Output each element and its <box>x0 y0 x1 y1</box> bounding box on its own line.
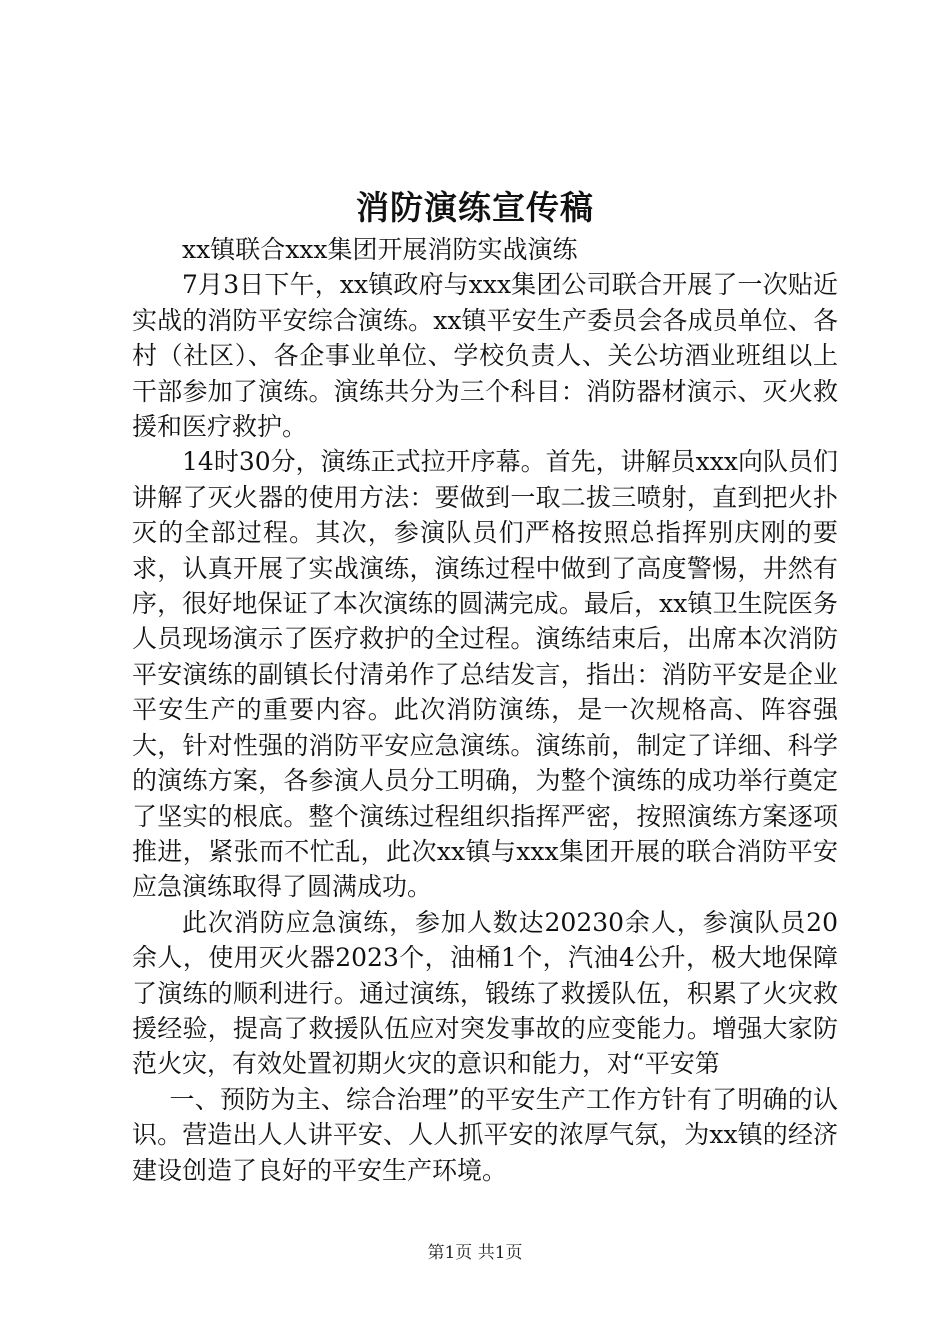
page-number-footer: 第1页 共1页 <box>427 1243 523 1263</box>
paragraph-3: 此次消防应急演练，参加人数达20230余人，参演队员20余人，使用灭火器2023个，油桶1个，汽油4公升，极大地保障了演练的顺利进行。通过演练，锻练了救援队伍，积累了火灾救援经验，提高了救援队伍应对突发事故的应变能力。增强大家防范火灾，有效处置初期火灾的意识和能力，对“平安第 <box>132 907 838 1079</box>
document-subtitle: xx镇联合xxx集团开展消防实战演练 <box>182 235 578 264</box>
paragraph-4: 一、预防为主、综合治理”的平安生产工作方针有了明确的认识。营造出人人讲平安、人人抓平安的浓厚气氛，为xx镇的经济建设创造了良好的平安生产环境。 <box>132 1084 838 1185</box>
document-body <box>132 232 838 1188</box>
paragraph-2: 14时30分，演练正式拉开序幕。首先，讲解员xxx向队员们讲解了灭火器的使用方法：要做到一取二拔三喷射，直到把火扑灭的全部过程。其次，参演队员们严格按照总指挥别庆刚的要求，认真开展了实战演练，演练过程中做到了高度警惕，井然有序，很好地保证了本次演练的圆满完成。最后，xx镇卫生院医务人员现场演示了医疗救护的全过程。演练结束后，出席本次消防平安演练的副镇长付清弟作了总结发言，指出：消防平安是企业平安生产的重要内容。此次消防演练，是一次规格高、阵容强大，针对性强的消防平安应急演练。演练前，制定了详细、科学的演练方案，各参演人员分工明确，为整个演练的成功举行奠定了坚实的根底。整个演练过程组织指挥严密，按照演练方案逐项推进，紧张而不忙乱，此次xx镇与xxx集团开展的联合消防平安应急演练取得了圆满成功。 <box>132 447 838 902</box>
paragraph-1: 7月3日下午，xx镇政府与xxx集团公司联合开展了一次贴近实战的消防平安综合演练。xx镇平安生产委员会各成员单位、各村（社区）、各企事业单位、学校负责人、关公坊酒业班组以上干部参加了演练。演练共分为三个科目：消防器材演示、灭火救援和医疗救护。 <box>132 270 838 442</box>
document-title: 消防演练宣传稿 <box>356 188 594 227</box>
